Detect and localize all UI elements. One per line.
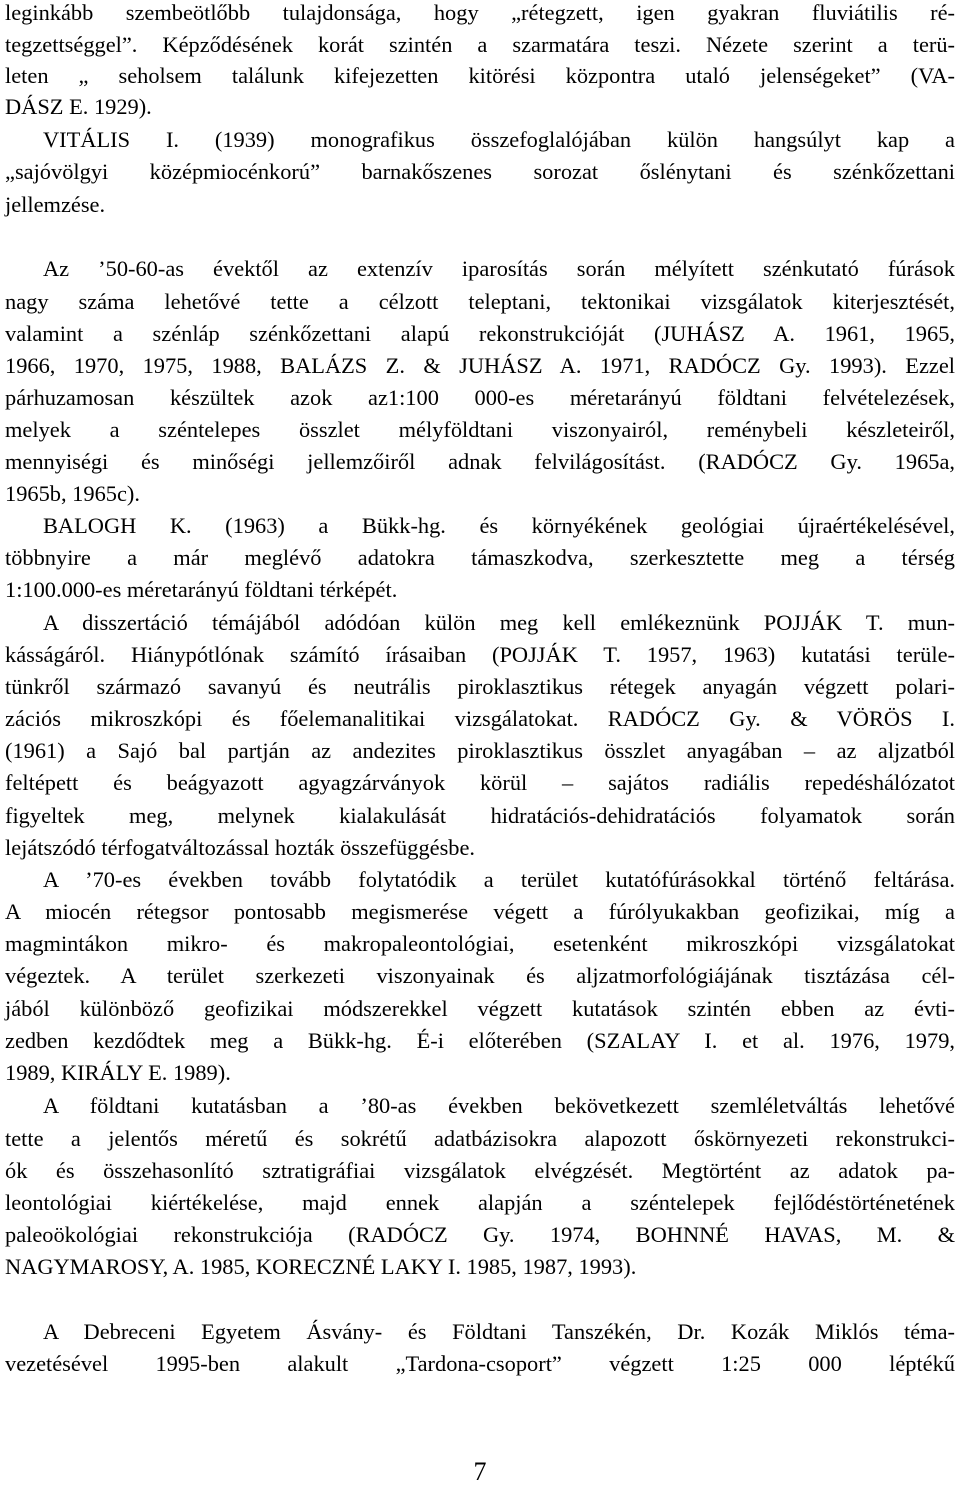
text-line: párhuzamosan készültek azok az1:100 000-es méretarányú földtani felvételezések, — [5, 385, 955, 410]
text-line: végeztek. A terület szerkezeti viszonyainak és aljzatmorfológiájának tisztázása cél- — [5, 963, 955, 988]
text-line: A földtani kutatásban a ’80-as években bekövetkezett szemléletváltás lehetővé — [43, 1093, 955, 1118]
text-line: mennyiségi és minőségi jellemzőiről adnak felvilágosítást. (RADÓCZ Gy. 1965a, — [5, 449, 955, 474]
text-line: VITÁLIS I. (1939) monografikus összefoglalójában külön hangsúlyt kap a — [43, 127, 955, 152]
text-line: „sajóvölgyi középmiocénkorú” barnakőszenes sorozat őslénytani és szénkőzettani — [5, 159, 955, 184]
text-line: tette a jelentős méretű és sokrétű adatbázisokra alapozott őskörnyezeti rekonstrukci- — [5, 1126, 955, 1151]
text-line: figyeltek meg, melynek kialakulását hidratációs-dehidratációs folyamatok során — [5, 803, 955, 828]
text-line: Az ’50-60-as évektől az extenzív iparosítás során mélyített szénkutató fúrások — [43, 256, 955, 281]
text-line: valamint a szénláp szénkőzettani alapú rekonstrukcióját (JUHÁSZ A. 1961, 1965, — [5, 321, 955, 346]
text-line: A disszertáció témájából adódóan külön meg kell emlékeznünk POJJÁK T. mun- — [43, 610, 955, 635]
text-line: A ’70-es években tovább folytatódik a terület kutatófúrásokkal történő feltárása. — [43, 867, 955, 892]
text-line: NAGYMAROSY, A. 1985, KORECZNÉ LAKY I. 1985, 1987, 1993). — [5, 1254, 637, 1279]
text-line: zedben kezdődtek meg a Bükk-hg. É-i előterében (SZALAY I. et al. 1976, 1979, — [5, 1028, 955, 1053]
text-line: leten „ seholsem találunk kifejezetten kitörési központra utaló jelenségeket” (VA- — [5, 63, 955, 88]
text-line: nagy száma lehetővé tette a célzott teleptani, tektonikai vizsgálatok kiterjesztését, — [5, 289, 955, 314]
text-line: 1989, KIRÁLY E. 1989). — [5, 1060, 231, 1085]
text-line: lejátszódó térfogatváltozással hozták összefüggésbe. — [5, 835, 476, 860]
text-line: jellemzése. — [5, 192, 106, 217]
page-number: 7 — [473, 1457, 487, 1486]
text-line: 1966, 1970, 1975, 1988, BALÁZS Z. & JUHÁSZ A. 1971, RADÓCZ Gy. 1993). Ezzel — [5, 353, 955, 378]
text-line: melyek a széntelepes összlet mélyföldtani viszonyairól, reménybeli készleteiről, — [5, 417, 955, 442]
text-line: 1965b, 1965c). — [5, 481, 140, 506]
text-line: leginkább szembeötlőbb tulajdonsága, hogy „rétegzett, igen gyakran fluviátilis ré- — [5, 0, 955, 25]
text-line: tegzettséggel”. Képződésének korát szintén a szarmatára teszi. Nézete szerint a terü- — [5, 32, 955, 57]
text-line: (1961) a Sajó bal partján az andezites piroklasztikus összlet anyagában – az aljzatból — [5, 738, 955, 763]
text-line: tünkről származó savanyú és neutrális piroklasztikus rétegek anyagán végzett polari- — [5, 674, 955, 699]
text-line: zációs mikroszkópi és főelemanalitikai vizsgálatokat. RADÓCZ Gy. & VÖRÖS I. — [5, 706, 955, 731]
text-line: ók és összehasonlító sztratigráfiai vizsgálatok elvégzését. Megtörtént az adatok pa- — [5, 1158, 955, 1183]
text-line: DÁSZ E. 1929). — [5, 94, 152, 119]
text-line: feltépett és beágyazott agyagzárványok körül – sajátos radiális repedéshálózatot — [5, 770, 955, 795]
text-line: paleoökológiai rekonstrukciója (RADÓCZ Gy. 1974, BOHNNÉ HAVAS, M. & — [5, 1222, 955, 1247]
text-line: 1:100.000-es méretarányú földtani térképét. — [5, 577, 398, 602]
text-line: BALOGH K. (1963) a Bükk-hg. és környékének geológiai újraértékelésével, — [43, 513, 955, 538]
text-line: A miocén rétegsor pontosabb megismerése végett a fúrólyukakban geofizikai, míg a — [5, 899, 955, 924]
text-line: kásságáról. Hiánypótlónak számító írásaiban (POJJÁK T. 1957, 1963) kutatási terüle- — [5, 642, 955, 667]
text-line: vezetésével 1995-ben alakult „Tardona-csoport” végzett 1:25 000 léptékű — [5, 1351, 955, 1376]
text-line: leontológiai kiértékelése, majd ennek alapján a széntelepek fejlődéstörténetének — [5, 1190, 955, 1215]
text-line: többnyire a már meglévő adatokra támaszkodva, szerkesztette meg a térség — [5, 545, 955, 570]
text-line: jából különböző geofizikai módszerekkel végzett kutatások szintén ebben az évti- — [5, 996, 955, 1021]
text-line: A Debreceni Egyetem Ásvány- és Földtani Tanszékén, Dr. Kozák Miklós téma- — [43, 1319, 955, 1344]
text-line: magmintákon mikro- és makropaleontológiai, esetenként mikroszkópi vizsgálatokat — [5, 931, 955, 956]
